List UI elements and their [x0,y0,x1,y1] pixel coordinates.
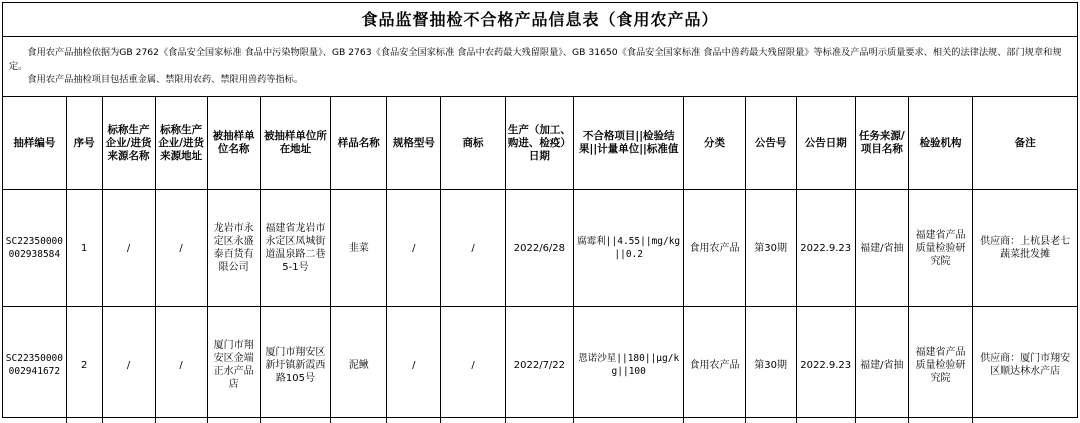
header-brand: 商标 [441,97,505,190]
cell-sampled-address: 福建省龙岩市永定区凤城街道温泉路二巷5-1号 [260,190,330,307]
header-sample-name: 样品名称 [331,97,387,190]
header-inspection-agency: 检验机构 [908,97,972,190]
cell-failed-item: 腐霉利||4.55||mg/kg||0.2 [574,190,684,307]
cell-producer-address: / [155,307,207,423]
header-sampled-unit: 被抽样单位名称 [207,97,260,190]
table-row [3,190,1077,307]
cell-inspection-agency: 福建省产品质量检验研究院 [908,307,972,423]
cell-task-source: 福建/省抽 [855,307,908,423]
header-task-source: 任务来源/项目名称 [855,97,908,190]
cell-brand: / [441,307,505,423]
header-remarks: 备注 [973,97,1077,190]
info-sheet [2,2,1078,418]
cell-sampled-unit: 厦门市翔安区金端正水产品店 [207,307,260,423]
table-row [3,307,1077,423]
header-failed-item: 不合格项目||检验结果||计量单位||标准值 [574,97,684,190]
header-spec: 规格型号 [387,97,441,190]
notes-section [3,37,1077,97]
cell-task-source: 福建/省抽 [855,190,908,307]
note-standards: 食用农产品抽检依据为GB 2762《食品安全国家标准 食品中污染物限量》、GB 2763《食品安全国家标准 食品中农药最大残留限量》、GB 31650《食品安全国家标准 食品中兽药最大残留限量》等标准及产品明示质量要求、相关的法律法规、部门规章和规定。 [9,46,1071,73]
header-notice-no: 公告号 [745,97,796,190]
header-production-date: 生产（加工、购进、检疫）日期 [505,97,573,190]
cell-sample-no: SC22350000002938584 [3,190,66,307]
cell-seq: 1 [66,190,102,307]
header-notice-date: 公告日期 [796,97,855,190]
cell-producer-name: / [102,307,155,423]
cell-sampled-unit: 龙岩市永定区永盛泰百货有限公司 [207,190,260,307]
header-category: 分类 [684,97,745,190]
cell-failed-item: 恩诺沙星||180||μg/kg||100 [574,307,684,423]
results-table [3,97,1077,423]
cell-seq: 2 [66,307,102,423]
cell-notice-date: 2022.9.23 [796,307,855,423]
cell-producer-name: / [102,190,155,307]
cell-inspection-agency: 福建省产品质量检验研究院 [908,190,972,307]
cell-remarks: 供应商：厦门市翔安区顺达林水产店 [973,307,1077,423]
cell-production-date: 2022/6/28 [505,190,573,307]
cell-sample-name: 韭菜 [331,190,387,307]
sheet-title: 食品监督抽检不合格产品信息表（食用农产品） [3,3,1077,37]
cell-production-date: 2022/7/22 [505,307,573,423]
cell-spec: / [387,307,441,423]
header-row [3,97,1077,190]
cell-remarks: 供应商：上杭县老七蔬菜批发摊 [973,190,1077,307]
cell-category: 食用农产品 [684,307,745,423]
header-producer-name: 标称生产企业/进货来源名称 [102,97,155,190]
cell-sampled-address: 厦门市翔安区新圩镇新霞西路105号 [260,307,330,423]
note-items: 食用农产品抽检项目包括重金属、禁限用农药、禁限用兽药等指标。 [9,73,1071,87]
cell-category: 食用农产品 [684,190,745,307]
cell-sample-no: SC22350000002941672 [3,307,66,423]
header-sample-no: 抽样编号 [3,97,66,190]
cell-sample-name: 泥鳅 [331,307,387,423]
cell-producer-address: / [155,190,207,307]
cell-notice-no: 第30期 [745,307,796,423]
cell-notice-date: 2022.9.23 [796,190,855,307]
header-producer-address: 标称生产企业/进货来源地址 [155,97,207,190]
cell-spec: / [387,190,441,307]
header-seq: 序号 [66,97,102,190]
cell-brand: / [441,190,505,307]
header-sampled-address: 被抽样单位所在地址 [260,97,330,190]
cell-notice-no: 第30期 [745,190,796,307]
